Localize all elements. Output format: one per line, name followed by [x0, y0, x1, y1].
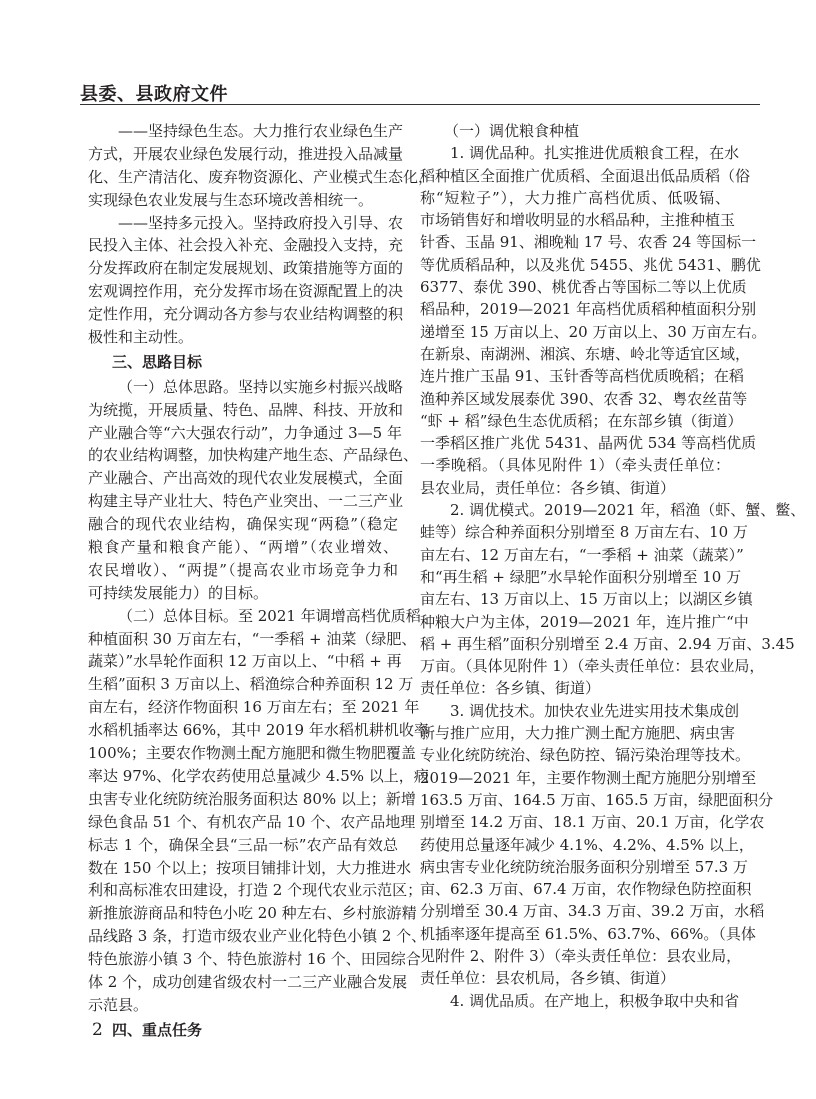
- text-line: ——坚持绿色生态。大力推行农业绿色生产: [118, 122, 404, 140]
- text-line: 一季稻区推广兆优 5431、晶两优 534 等高档优质: [420, 434, 757, 453]
- text-line: 体 2 个，成功创建省级农村一二三产业融合发展: [88, 972, 408, 991]
- text-line: 定性作用，充分调动各方参与农业结构调整的积: [88, 305, 404, 324]
- text-line: 等优质稻品种，以及兆优 5455、兆优 5431、鹏优: [420, 255, 761, 274]
- text-line: 亩左右、12 万亩左右，“一季稻 + 油菜（蔬菜）”: [420, 545, 744, 564]
- text-line: 1. 调优品种。扎实推进优质粮食工程，在水: [450, 144, 740, 163]
- text-line: 别增至 14.2 万亩、18.1 万亩、20.1 万亩，化学农: [420, 813, 765, 832]
- text-line: （一）总体思路。坚持以实施乡村振兴战略: [118, 377, 404, 396]
- text-line: 特色旅游小镇 3 个、特色旅游村 16 个、田园综合: [88, 950, 421, 969]
- text-line: 蔬菜）”水旱轮作面积 12 万亩以上、“中稻 + 再: [88, 652, 402, 671]
- text-line: 蛙等）综合种养面积分别增至 8 万亩左右、10 万: [420, 523, 748, 542]
- section-heading: 四、重点任务: [112, 1020, 203, 1039]
- text-line: 在新泉、南湖洲、湘滨、东塘、岭北等适宜区域，: [420, 344, 751, 363]
- text-line: 实现绿色农业发展与生态环境改善相统一。: [88, 190, 374, 209]
- text-line: 责任单位：各乡镇、街道）: [420, 679, 601, 698]
- text-line: 责任单位：县农机局，各乡镇、街道）: [420, 969, 676, 988]
- text-line: 市场销售好和增收明显的水稻品种，主推种植玉: [420, 211, 736, 230]
- text-line: 产业融合等“六大强农行动”，力争通过 3—5 年: [88, 423, 402, 442]
- text-line: 分发挥政府在制定发展规划、政策措施等方面的: [88, 259, 404, 278]
- text-line: 虫害专业化统防统治服务面积达 80% 以上；新增: [88, 789, 416, 808]
- text-line: 163.5 万亩、164.5 万亩、165.5 万亩，绿肥面积分: [420, 790, 774, 809]
- text-line: 新与推广应用，大力推广测土配方施肥、病虫害: [420, 724, 736, 743]
- text-line: 的农业结构调整，加快构建产地生态、产品绿色、: [88, 446, 419, 465]
- text-line: 万亩。（具体见附件 1）（牵头责任单位：县农业局，: [420, 657, 765, 676]
- text-line: 3. 调优技术。加快农业先进实用技术集成创: [450, 701, 740, 720]
- text-line: 标志 1 个，确保全县“三品一标”农产品有效总: [88, 835, 398, 854]
- text-line: 专业化统防统治、绿色防控、镉污染治理等技术。: [420, 746, 751, 765]
- text-line: 产业融合、产出高效的现代农业发展模式，全面: [88, 469, 404, 488]
- text-line: 6377、泰优 390、桃优香占等国标二等以上优质: [420, 278, 747, 297]
- subsection-heading: （一）调优粮食种植: [444, 122, 580, 140]
- text-line: 民投入主体、社会投入补充、金融投入支持，充: [88, 236, 404, 255]
- text-line: 示范县。: [88, 995, 149, 1014]
- text-line: 和“再生稻 + 绿肥”水旱轮作面积分别增至 10 万: [420, 567, 742, 586]
- text-line: 针香、玉晶 91、湘晚籼 17 号、农香 24 等国标一: [420, 233, 757, 252]
- text-line: 构建主导产业壮大、特色产业突出、一二三产业: [88, 492, 404, 511]
- text-line: 递增至 15 万亩以上、20 万亩以上、30 万亩左右。: [420, 322, 767, 341]
- text-line: 可持续发展能力）的目标。: [88, 583, 269, 602]
- running-head-title: 县委、县政府文件: [80, 84, 228, 105]
- text-line: 为统揽，开展质量、特色、品牌、科技、开放和: [88, 400, 404, 419]
- text-line: 机插率逐年提高至 61.5%、63.7%、66%。（具体: [420, 924, 756, 943]
- left-column: [88, 120, 434, 1044]
- text-line: 绿色食品 51 个、有机农产品 10 个、农产品地理: [88, 812, 416, 831]
- text-line: 利和高标准农田建设，打造 2 个现代农业示范区；: [88, 881, 423, 900]
- text-line: 连片推广玉晶 91、玉针香等高档优质晚稻；在稻: [420, 367, 744, 386]
- text-line: 亩、62.3 万亩、67.4 万亩，农作物绿色防控面积: [420, 880, 752, 899]
- text-line: 渔种养区域发展泰优 390、农香 32、粤农丝苗等: [420, 389, 748, 408]
- header-rule: [80, 104, 760, 105]
- text-line: 稻品种，2019—2021 年高档优质稻种植面积分别: [420, 300, 757, 319]
- page-number: 2: [92, 1020, 103, 1040]
- text-line: 生稻”面积 3 万亩以上、稻渔综合种养面积 12 万: [88, 675, 414, 694]
- text-line: 稻 + 再生稻”面积分别增至 2.4 万亩、2.94 万亩、3.45: [420, 634, 795, 653]
- text-line: 4. 调优品质。在产地上，积极争取中央和省: [450, 991, 740, 1010]
- text-line: 数在 150 个以上；按项目铺排计划，大力推进水: [88, 858, 412, 877]
- text-line: 药使用总量逐年减少 4.1%、4.2%、4.5% 以上，: [420, 835, 754, 854]
- text-line: 稻种植区全面推广优质稻、全面退出低品质稻（俗: [420, 166, 751, 185]
- text-line: ——坚持多元投入。坚持政府投入引导、农: [118, 213, 404, 232]
- text-line: （二）总体目标。至 2021 年调增高档优质稻: [118, 606, 421, 625]
- text-line: 县农业局，责任单位：各乡镇、街道）: [420, 478, 676, 497]
- text-line: 分别增至 30.4 万亩、34.3 万亩、39.2 万亩，水稻: [420, 902, 765, 921]
- text-line: 100%；主要农作物测土配方施肥和微生物肥覆盖: [88, 744, 416, 763]
- text-line: 新推旅游商品和特色小吃 20 种左右、乡村旅游精: [88, 904, 417, 923]
- text-line: 宏观调控作用，充分发挥市场在资源配置上的决: [88, 282, 404, 301]
- text-line: 2. 调优模式。2019—2021 年，稻渔（虾、蟹、鳖、: [450, 501, 806, 520]
- text-line: 品线路 3 条，打造市级农业产业化特色小镇 2 个、: [88, 927, 427, 946]
- text-line: 农民增收）、“两提”（提高农业市场竞争力和: [88, 560, 398, 579]
- text-line: “虾 + 稻”绿色生态优质稻；在东部乡镇（街道）: [420, 411, 743, 430]
- text-line: 病虫害专业化统防统治服务面积分别增至 57.3 万: [420, 857, 748, 876]
- text-line: 亩左右，经济作物面积 16 万亩左右；至 2021 年: [88, 698, 420, 717]
- text-line: 种粮大户为主体，2019—2021 年，连片推广“中: [420, 612, 749, 631]
- text-line: 率达 97%、化学农药使用总量减少 4.5% 以上，病: [88, 766, 429, 785]
- text-line: 水稻机插率达 66%，其中 2019 年水稻机耕机收率: [88, 721, 429, 740]
- section-heading: 三、思路目标: [112, 352, 203, 371]
- text-line: 一季晚稻。（具体见附件 1）（牵头责任单位：: [420, 456, 730, 475]
- right-column: [420, 120, 806, 1012]
- text-line: 化、生产清洁化、废弃物资源化、产业模式生态化，: [88, 167, 434, 186]
- text-line: 亩左右、13 万亩以上、15 万亩以上；以湖区乡镇: [420, 590, 753, 609]
- text-line: 融合的现代农业结构，确保实现“两稳”（稳定: [88, 515, 398, 534]
- text-line: 极性和主动性。: [88, 328, 194, 347]
- text-line: 种植面积 30 万亩左右，“一季稻 + 油菜（绿肥、: [88, 629, 417, 648]
- text-line: 粮食产量和粮食产能）、“两增”（农业增效、: [88, 538, 398, 557]
- text-line: 见附件 2、附件 3）（牵头责任单位：县农业局，: [420, 946, 742, 965]
- text-line: 2019—2021 年，主要作物测土配方施肥分别增至: [420, 768, 757, 787]
- text-line: 称“短粒子”），大力推广高档优质、低吸镉、: [420, 188, 730, 207]
- text-line: 方式，开展农业绿色发展行动，推进投入品减量: [88, 144, 404, 163]
